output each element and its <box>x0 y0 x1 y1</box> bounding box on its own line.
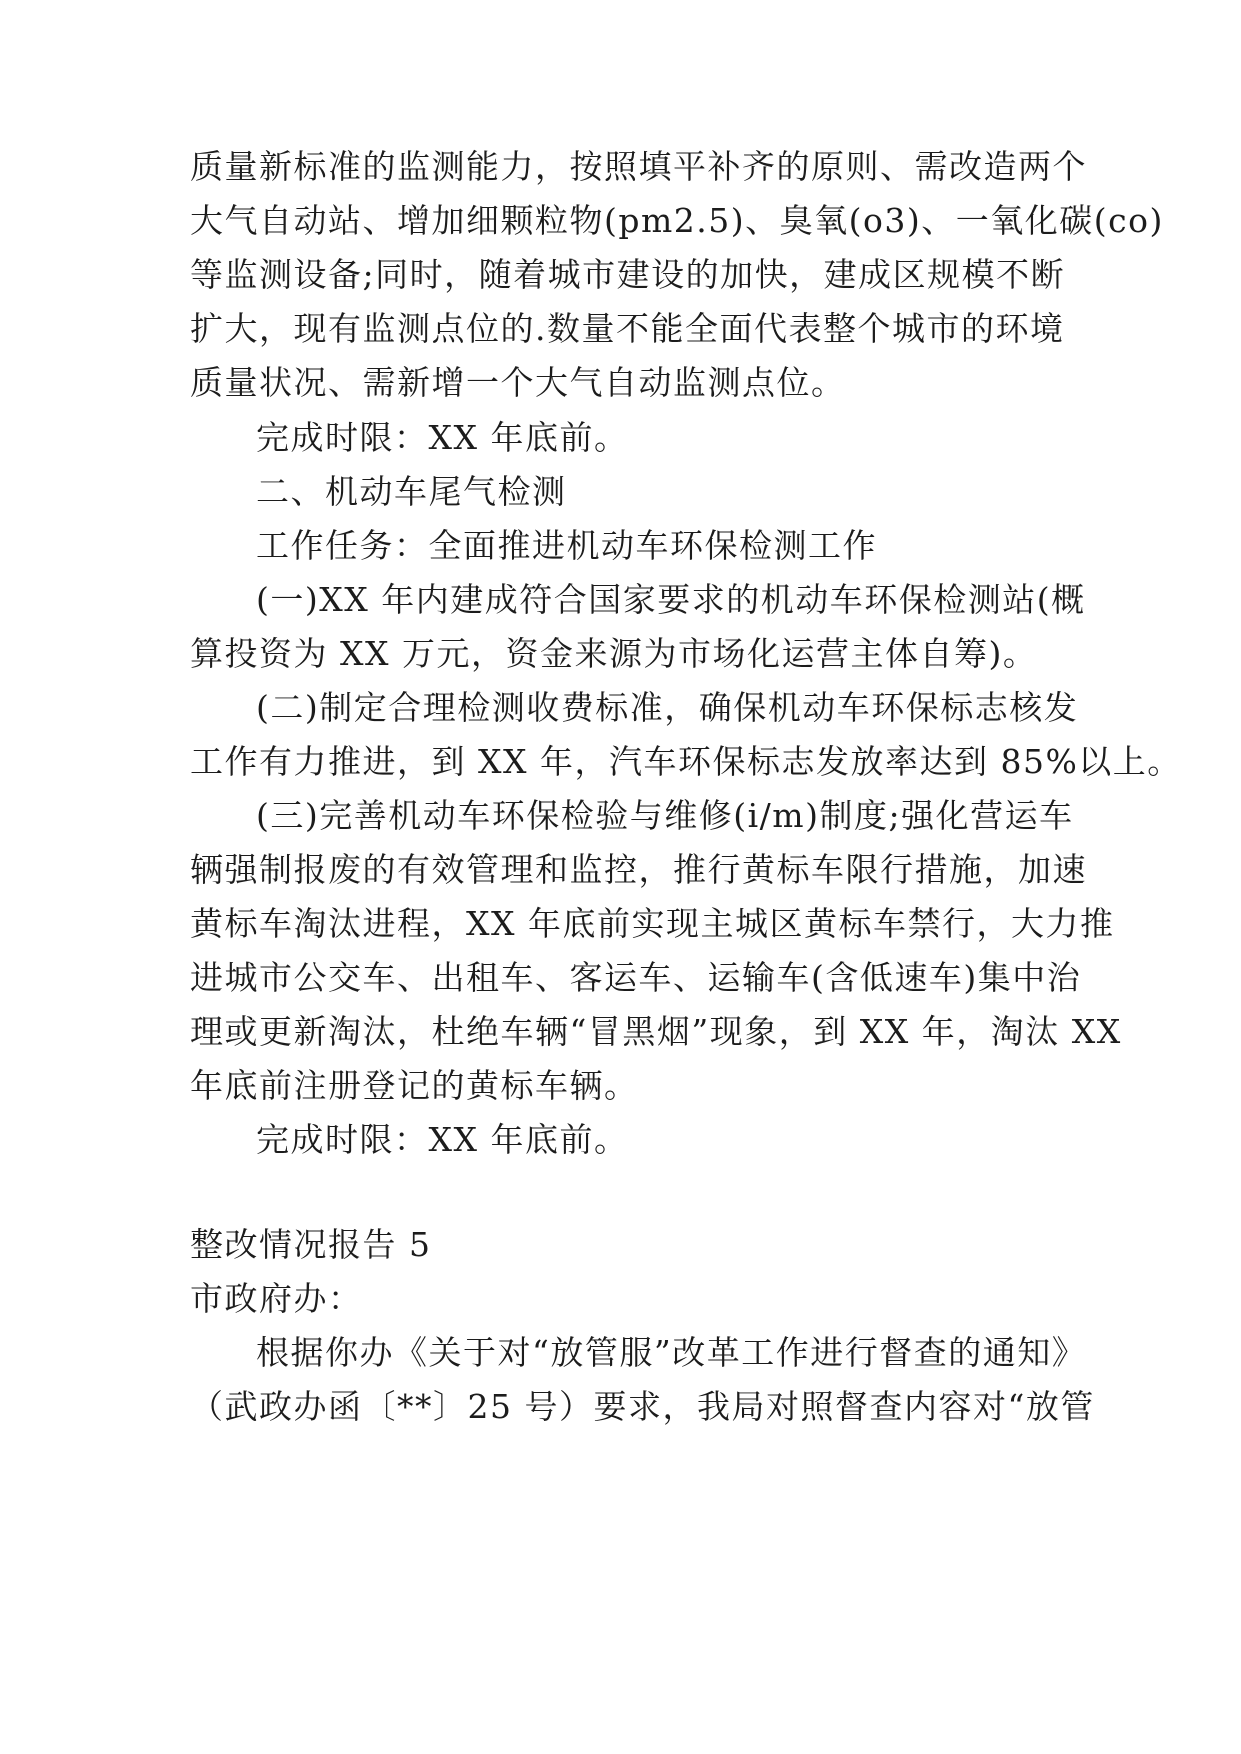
body-text-line: 理或更新淘汰，杜绝车辆“冒黑烟”现象，到 XX 年，淘汰 XX <box>190 1012 1122 1051</box>
body-text-line: 根据你办《关于对“放管服”改革工作进行督查的通知》 <box>256 1333 1087 1372</box>
deadline-line: 完成时限：XX 年底前。 <box>256 1120 629 1159</box>
task-line: 工作任务：全面推进机动车环保检测工作 <box>256 526 877 565</box>
body-text-line: 大气自动站、增加细颗粒物(pm2.5)、臭氧(o3)、一氧化碳(co) <box>190 201 1164 240</box>
body-text-line: 辆强制报废的有效管理和监控，推行黄标车限行措施，加速 <box>190 850 1087 889</box>
body-text-line: 质量新标准的监测能力，按照填平补齐的原则、需改造两个 <box>190 147 1087 186</box>
body-text-line: (三)完善机动车环保检验与维修(i/m)制度;强化营运车 <box>256 796 1074 835</box>
deadline-line: 完成时限：XX 年底前。 <box>256 418 629 457</box>
section-heading: 二、机动车尾气检测 <box>256 472 567 511</box>
body-text-line: 质量状况、需新增一个大气自动监测点位。 <box>190 363 846 402</box>
body-text-line: 算投资为 XX 万元，资金来源为市场化运营主体自筹)。 <box>190 634 1038 673</box>
body-text-line: 工作有力推进，到 XX 年，汽车环保标志发放率达到 85%以上。 <box>190 742 1182 781</box>
addressee: 市政府办： <box>190 1279 363 1318</box>
body-text-line: (二)制定合理检测收费标准，确保机动车环保标志核发 <box>256 688 1079 727</box>
body-text-line: 等监测设备;同时，随着城市建设的加快，建成区规模不断 <box>190 255 1066 294</box>
body-text-line: (一)XX 年内建成符合国家要求的机动车环保检测站(概 <box>256 580 1086 619</box>
report-title: 整改情况报告 5 <box>190 1225 432 1264</box>
body-text-line: 进城市公交车、出租车、客运车、运输车(含低速车)集中治 <box>190 958 1082 997</box>
body-text-line: （武政办函〔**〕25 号）要求，我局对照督查内容对“放管 <box>190 1387 1095 1426</box>
body-text-line: 黄标车淘汰进程，XX 年底前实现主城区黄标车禁行，大力推 <box>190 904 1115 943</box>
body-text-line: 年底前注册登记的黄标车辆。 <box>190 1066 639 1105</box>
body-text-line: 扩大，现有监测点位的.数量不能全面代表整个城市的环境 <box>190 309 1065 348</box>
